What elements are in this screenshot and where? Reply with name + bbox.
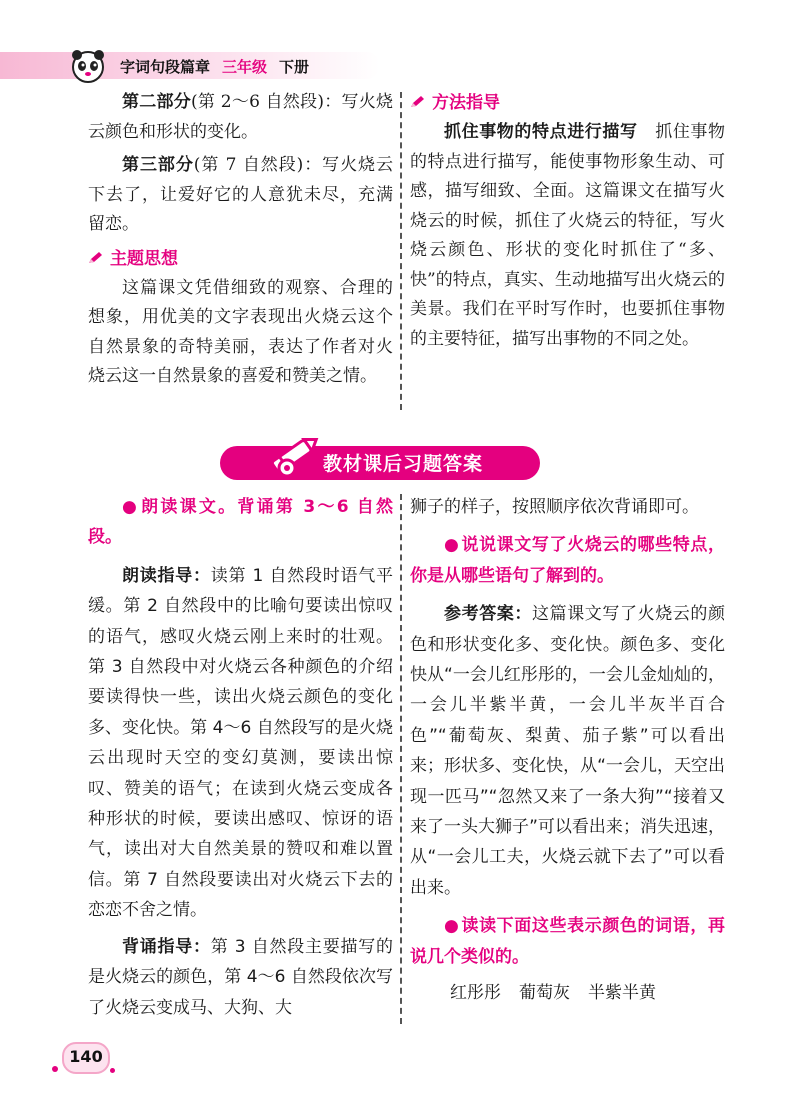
grade-label: 三年级	[222, 58, 268, 76]
pencil-icon	[88, 251, 104, 265]
bottom-left-column	[88, 492, 393, 1023]
mascot-icon	[68, 46, 108, 86]
bullet-icon: ●	[444, 916, 460, 937]
bottom-column-divider	[400, 494, 402, 1024]
recite-guide-text: 第 3 自然段主要描写的是火烧云的颜色，第 4～6 自然段依次写了火烧云变成马、大狗、大	[88, 936, 394, 1018]
reference-answer	[410, 599, 725, 903]
top-column-divider	[400, 92, 402, 410]
header-title	[120, 56, 309, 77]
page-number-badge	[52, 1040, 122, 1074]
theme-heading-text: 主题思想	[110, 248, 178, 269]
question-2	[410, 530, 725, 591]
method-paragraph	[410, 118, 725, 354]
method-text: 抓住事物的特点进行描写，能使事物形象生动、可感，描写细致、全面。这篇课文在描写火烧云的时候，抓住了火烧云的特征，写火烧云颜色、形状的变化时抓住了“多、快”的特点，真实、生动地描写出火烧云的美景。我们在平时写作时，也要抓住事物的主要特征，描写出事物的不同之处。	[410, 122, 726, 349]
part3-text: (第 7 自然段)：写火烧云下去了，让爱好它的人意犹未尽，充满留恋。	[88, 155, 394, 234]
section-banner	[215, 428, 555, 488]
question-1	[88, 492, 393, 553]
book-title: 字词句段篇章	[120, 58, 211, 76]
theme-heading	[88, 244, 393, 274]
question-3	[410, 911, 725, 972]
reading-guide-label: 朗读指导：	[122, 565, 211, 586]
recite-guide-label: 背诵指导：	[122, 936, 211, 957]
question-1-text: 朗读课文。背诵第 3～6 自然段。	[88, 497, 393, 548]
bottom-right-column	[410, 492, 725, 1009]
part3-paragraph	[88, 151, 393, 240]
color-word: 半紫半黄	[588, 983, 656, 1004]
color-word: 葡萄灰	[519, 983, 570, 1004]
volume-label: 下册	[279, 58, 310, 76]
method-heading	[410, 88, 725, 118]
reading-guide-text: 读第 1 自然段时语气平缓。第 2 自然段中的比喻句要读出惊叹的语气，感叹火烧云刚上来时的壮观。第 3 自然段中对火烧云各种颜色的介绍要读得快一些，读出火烧云颜色的变化多、变化快。第 4～6 自然段写的是火烧云出现时天空的变幻莫测，要读出惊叹、赞美的语气；在读到火烧云变成各种形状的时候，要读出感叹、惊讶的语气，读出对大自然美景的赞叹和难以置信。第 7 自然段要读出对火烧云下去的恋恋不舍之情。	[88, 565, 394, 921]
page-number: 140	[69, 1047, 103, 1066]
decor-dot	[52, 1066, 58, 1072]
part2-paragraph	[88, 88, 393, 147]
decor-dot	[110, 1068, 115, 1073]
part2-text: (第 2～6 自然段)：写火烧云颜色和形状的变化。	[88, 92, 393, 142]
bullet-icon: ●	[122, 497, 140, 517]
part2-label: 第二部分	[122, 92, 192, 112]
top-left-column	[88, 88, 393, 392]
method-label: 抓住事物的特点进行描写	[444, 122, 638, 142]
color-word: 红彤彤	[450, 983, 501, 1004]
part3-label: 第三部分	[122, 155, 194, 175]
pencil-bundle-icon	[263, 428, 327, 484]
question-3-text: 读读下面这些表示颜色的词语，再说几个类似的。	[410, 916, 725, 967]
pencil-icon	[410, 95, 426, 109]
bullet-icon: ●	[444, 535, 460, 556]
question-2-text: 说说课文写了火烧云的哪些特点，你是从哪些语句了解到的。	[410, 535, 725, 586]
reference-answer-text: 这篇课文写了火烧云的颜色和形状变化多、变化快。颜色多、变化快从“一会儿红彤彤的，一会儿金灿灿的，一会儿半紫半黄，一会儿半灰半百合色”“葡萄灰、梨黄、茄子紫”可以看出来；形状多、变化快，从“一会儿，天空出现一匹马”“忽然又来了一条大狗”“接着又来了一头大狮子”可以看出来；消失迅速，从“一会儿工夫，火烧云就下去了”可以看出来。	[410, 604, 725, 898]
theme-paragraph: 这篇课文凭借细致的观察、合理的想象，用优美的文字表现出火烧云这个自然景象的奇特美丽，表达了作者对火烧云这一自然景象的喜爱和赞美之情。	[88, 277, 393, 386]
color-words	[410, 978, 725, 1008]
reference-answer-label: 参考答案：	[444, 604, 532, 625]
method-heading-text: 方法指导	[432, 93, 500, 113]
banner-title: 教材课后习题答案	[323, 453, 484, 475]
page-header	[0, 0, 800, 95]
recite-guide	[88, 932, 393, 1023]
recite-continuation: 狮子的样子，按照顺序依次背诵即可。	[410, 497, 699, 517]
reading-guide	[88, 561, 393, 926]
top-right-column	[410, 88, 725, 354]
